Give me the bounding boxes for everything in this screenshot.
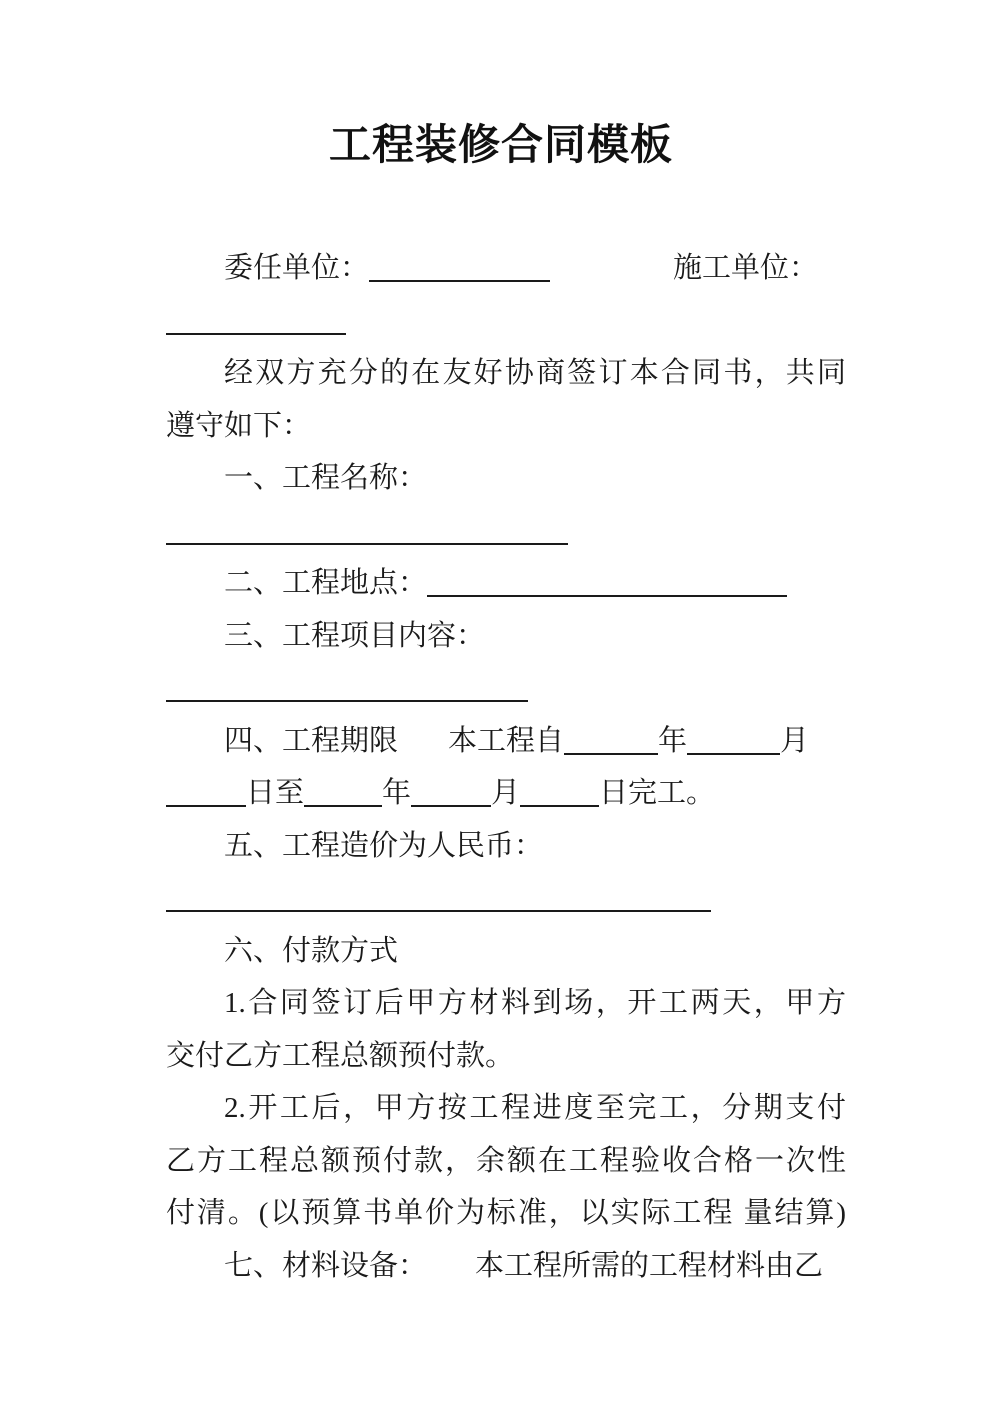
- fill-in-blank-underline: [166, 776, 246, 807]
- fill-in-blank-underline: [166, 881, 711, 912]
- clause-4-project-duration-text: 年: [658, 724, 688, 757]
- spacer: [427, 1274, 475, 1275]
- fill-in-blank-underline: [166, 304, 346, 335]
- clause-4-project-duration-text: 月: [780, 724, 810, 757]
- clause-4-continuation-text: 日完工。: [599, 777, 716, 809]
- clause-6-item-2-line-3: [166, 1187, 846, 1240]
- clause-1-blank: [166, 505, 846, 558]
- preamble-line-1: [166, 347, 846, 400]
- clause-4-project-duration-text: 本工程自: [448, 724, 565, 757]
- clause-1-project-name: [166, 452, 846, 505]
- clause-4-continuation-text: 月: [491, 777, 521, 809]
- clause-1-project-name-text: 一、工程名称：: [224, 462, 428, 494]
- spacer: [550, 276, 673, 277]
- clause-4-continuation-text: 日至: [246, 777, 305, 809]
- parties-line-text: 施工单位：: [673, 252, 819, 284]
- clause-5-blank: [166, 872, 846, 925]
- document-body: [166, 242, 846, 1292]
- preamble-line-2: [166, 400, 846, 453]
- fill-in-blank-underline: [564, 724, 658, 755]
- clause-6-item-1-line-2-text: 交付乙方工程总额预付款。: [166, 1039, 515, 1072]
- clause-6-payment-method-text: 六、付款方式: [224, 934, 399, 967]
- fill-in-blank-underline: [166, 671, 528, 702]
- clause-6-item-2-line-2: [166, 1135, 846, 1188]
- clause-4-continuation-text: 年: [382, 777, 412, 809]
- parties-line: [166, 242, 846, 295]
- clause-6-item-1-line-2: [166, 1030, 846, 1083]
- fill-in-blank-underline: [687, 724, 780, 755]
- clause-6-payment-method: [166, 925, 846, 978]
- clause-5-project-cost: [166, 820, 846, 873]
- clause-4-continuation: [166, 767, 846, 820]
- clause-6-item-1-line-1-text: 1.合同签订后甲方材料到场，开工两天，甲方: [224, 987, 846, 1019]
- clause-3-project-content-text: 三、工程项目内容：: [224, 619, 486, 652]
- clause-3-blank: [166, 662, 846, 715]
- spacer: [398, 749, 448, 750]
- clause-6-item-1-line-1: [166, 977, 846, 1030]
- clause-6-item-2-line-3-text: 付清。(以预算书单价为标准，以实际工程 量结算): [166, 1197, 846, 1229]
- clause-6-item-2-line-2-text: 乙方工程总额预付款，余额在工程验收合格一次性: [166, 1144, 846, 1177]
- clause-2-project-location-text: 二、工程地点：: [224, 567, 428, 599]
- preamble-line-2-text: 遵守如下：: [166, 409, 312, 442]
- document-title: 工程装修合同模板: [328, 121, 673, 168]
- fill-in-blank-underline: [166, 514, 568, 545]
- clause-6-item-2-line-1: [166, 1082, 846, 1135]
- parties-continuation-blank: [166, 295, 846, 348]
- clause-7-materials-equipment-text: 七、材料设备：: [224, 1249, 428, 1282]
- fill-in-blank-underline: [304, 776, 382, 807]
- clause-3-project-content: [166, 610, 846, 663]
- clause-5-project-cost-text: 五、工程造价为人民币：: [224, 829, 544, 862]
- parties-line-text: 委任单位：: [224, 252, 370, 284]
- clause-4-project-duration-text: 四、工程期限: [224, 724, 399, 757]
- fill-in-blank-underline: [427, 566, 787, 597]
- clause-4-project-duration: [166, 715, 846, 768]
- clause-6-item-2-line-1-text: 2.开工后，甲方按工程进度至完工，分期支付: [224, 1092, 846, 1124]
- fill-in-blank-underline: [411, 776, 491, 807]
- fill-in-blank-underline: [369, 251, 550, 282]
- clause-2-project-location: [166, 557, 846, 610]
- fill-in-blank-underline: [520, 776, 599, 807]
- clause-7-materials-equipment: [166, 1240, 846, 1293]
- clause-7-materials-equipment-text: 本工程所需的工程材料由乙: [475, 1249, 824, 1282]
- preamble-line-1-text: 经双方充分的在友好协商签订本合同书，共同: [224, 357, 846, 389]
